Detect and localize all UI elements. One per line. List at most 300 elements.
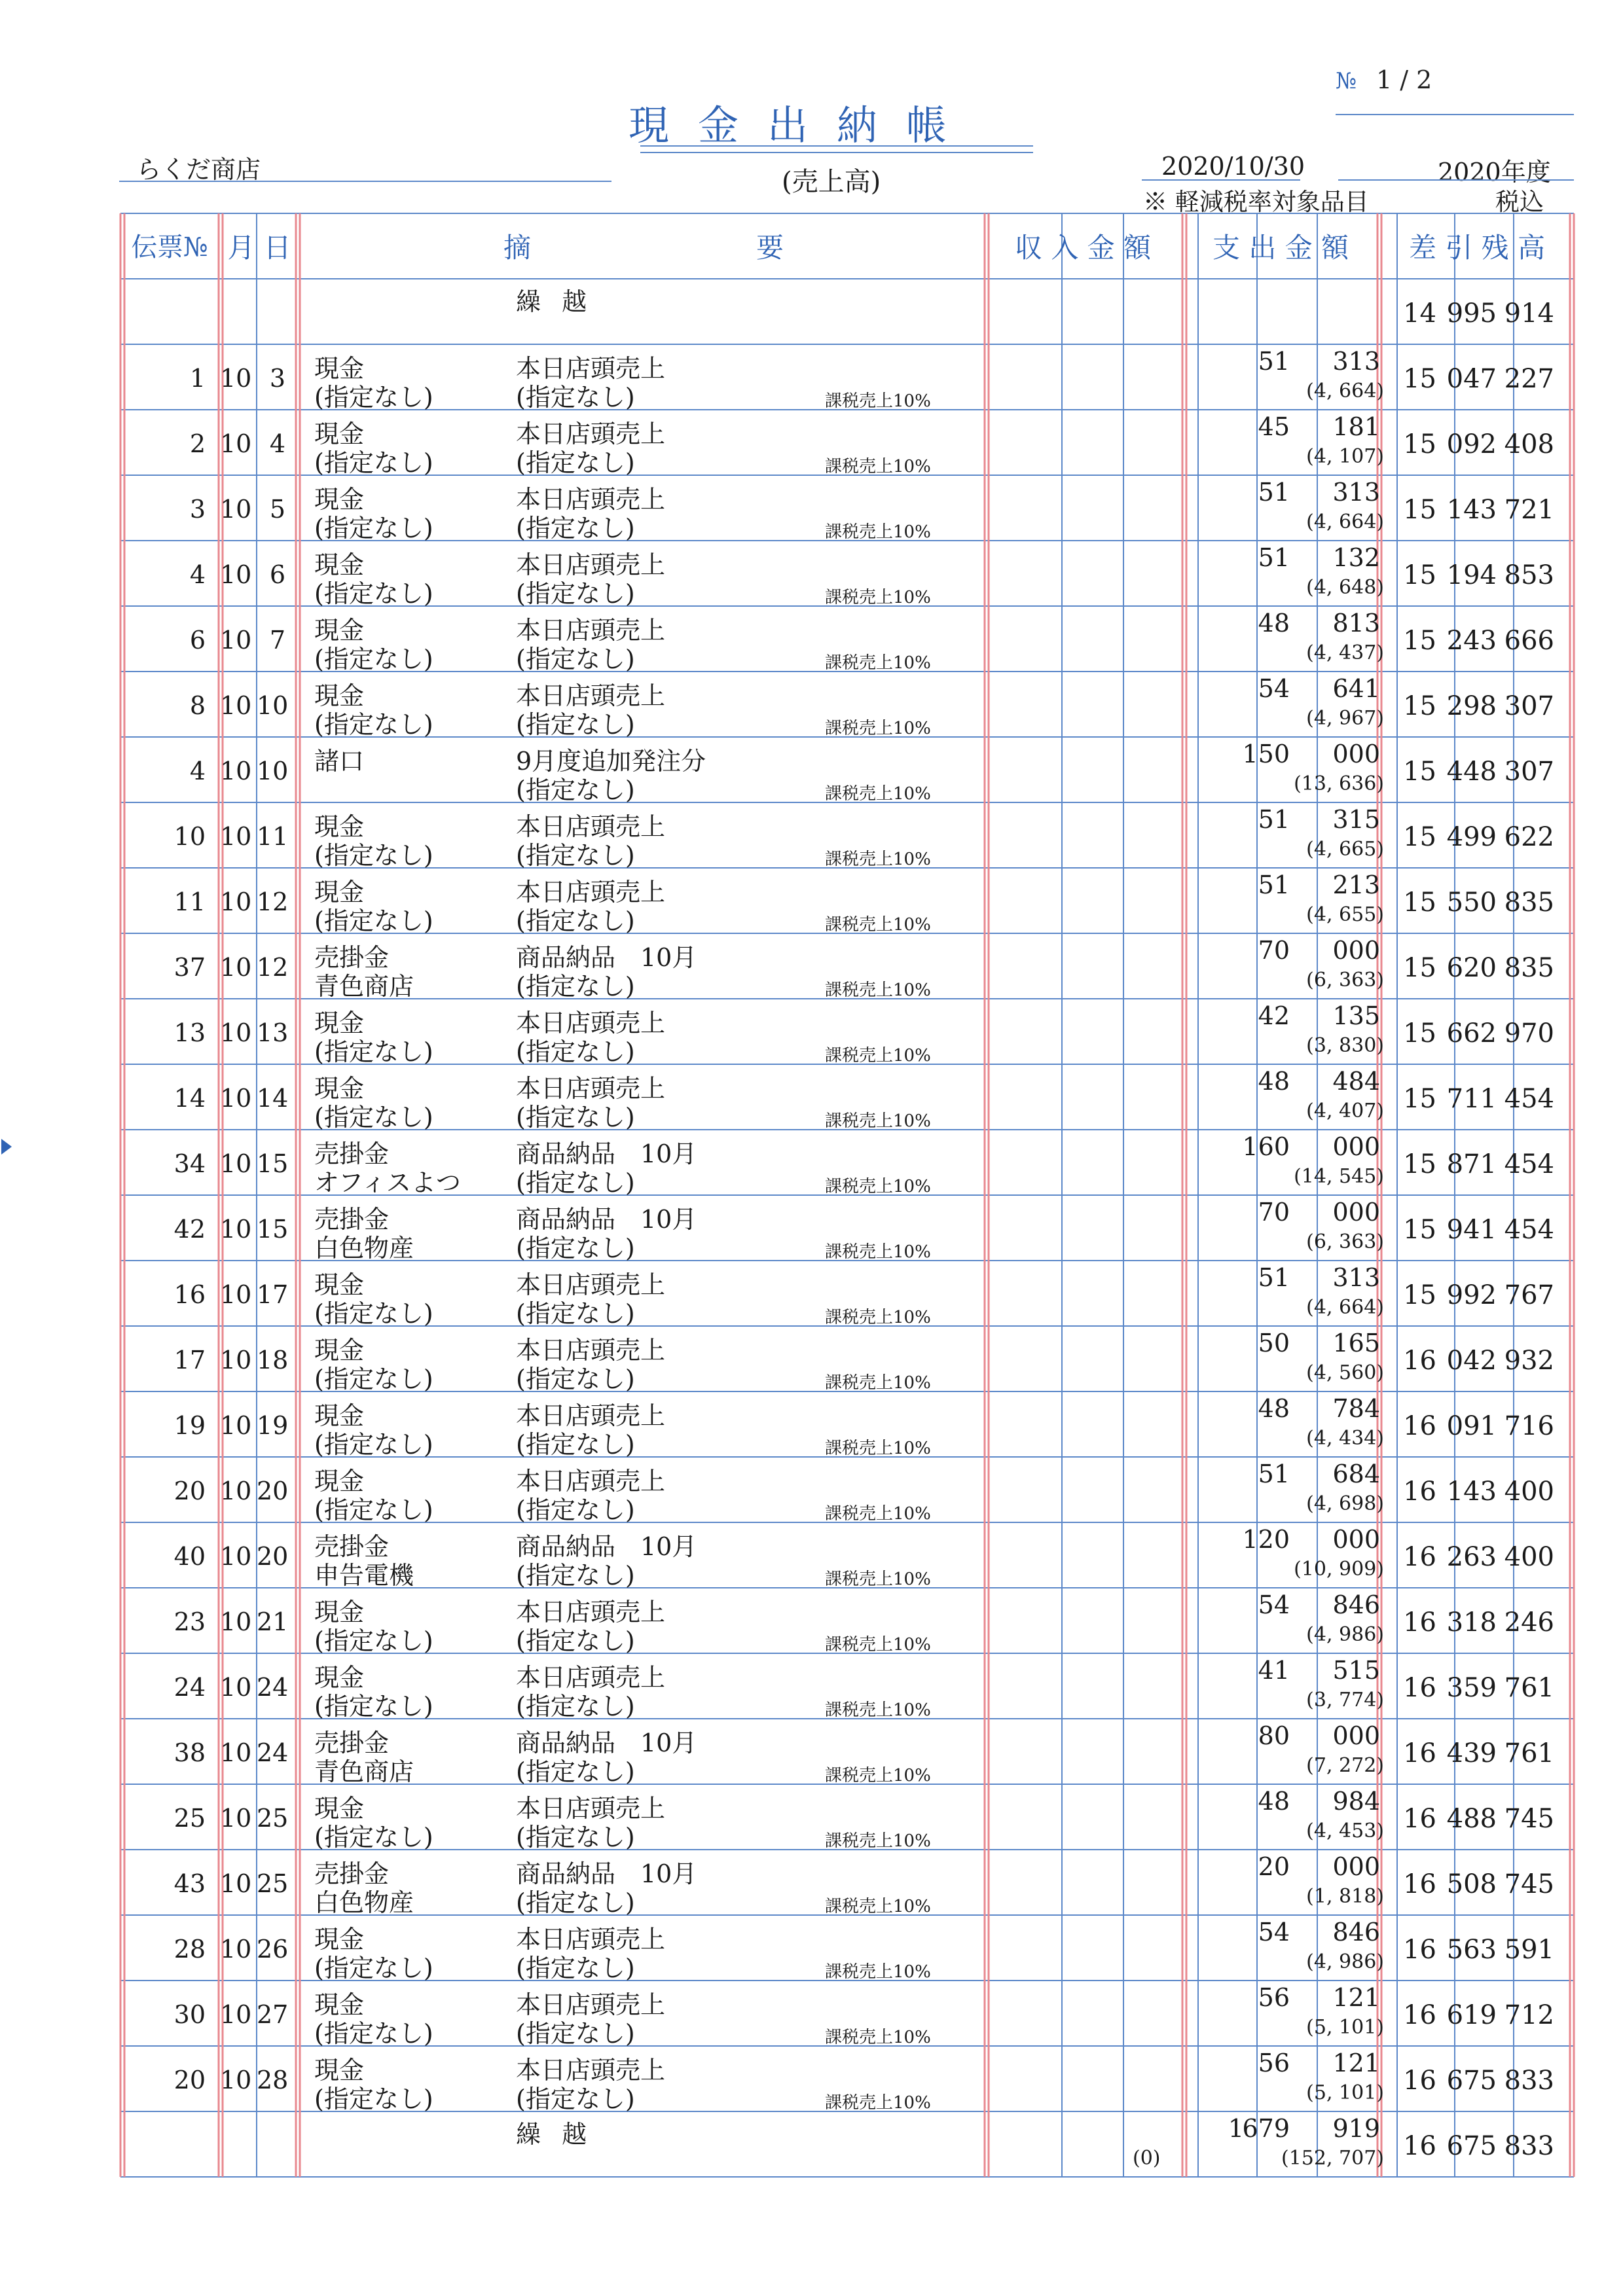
table-row (120, 802, 1574, 868)
table-row (120, 1850, 1574, 1915)
description-detail: (指定なし) (516, 1299, 635, 1328)
balance-units: 246 (1504, 1607, 1554, 1638)
balance-millions: 16 (1403, 2066, 1436, 2096)
account: 売掛金 (314, 1139, 390, 1168)
expense-units: 000 (1332, 1525, 1380, 1554)
description-detail: (指定なし) (516, 1561, 635, 1590)
day: 15 (257, 1215, 289, 1244)
account: 売掛金 (314, 1729, 390, 1757)
expense-units: 484 (1332, 1067, 1380, 1096)
expense-thousands: 120 (1242, 1525, 1290, 1554)
tax-category: 課税売上10% (825, 522, 931, 542)
consumption-tax: (10, 909) (1294, 1558, 1384, 1581)
balance-thousands: 047 (1446, 364, 1497, 394)
balance-units: 761 (1504, 1673, 1554, 1703)
account: 現金 (314, 1990, 365, 2019)
sub-account: オフィスよつ (314, 1168, 461, 1197)
description: 本日店頭売上 (516, 1074, 666, 1103)
slip-number: 20 (173, 2066, 206, 2094)
description-detail: (指定なし) (516, 1037, 635, 1066)
balance-millions: 15 (1403, 822, 1436, 852)
opening-balance-millions: 14 (1403, 298, 1436, 329)
slip-number: 1 (189, 364, 206, 393)
month: 10 (220, 1018, 252, 1047)
balance-units: 853 (1504, 560, 1554, 590)
expense-thousands: 51 (1258, 870, 1290, 899)
consumption-tax: (14, 545) (1294, 1165, 1384, 1188)
expense-units: 313 (1332, 1263, 1380, 1292)
month: 10 (220, 626, 252, 655)
consumption-tax: (5, 101) (1306, 2016, 1384, 2039)
consumption-tax: (4, 698) (1306, 1492, 1384, 1515)
description: 商品納品 10月 (516, 1859, 697, 1888)
balance-millions: 15 (1403, 888, 1436, 918)
expense-units: 121 (1332, 1983, 1380, 2012)
sub-account: (指定なし) (314, 2019, 433, 2048)
balance-thousands: 619 (1446, 2000, 1497, 2030)
expense-units: 000 (1332, 1852, 1380, 1881)
month: 10 (220, 2066, 252, 2094)
balance-millions: 15 (1403, 953, 1436, 983)
expense-thousands: 48 (1258, 1394, 1290, 1423)
tax-category: 課税売上10% (825, 980, 931, 1000)
sub-account: 青色商店 (314, 972, 414, 1001)
expense-thousands: 51 (1258, 347, 1290, 376)
tax-category: 課税売上10% (825, 2028, 931, 2047)
consumption-tax: (4, 434) (1306, 1427, 1384, 1450)
tax-category: 課税売上10% (825, 1504, 931, 1524)
consumption-tax: (4, 107) (1306, 445, 1384, 468)
table-row (120, 475, 1574, 541)
sub-account: (指定なし) (314, 1365, 433, 1393)
balance-millions: 15 (1403, 1280, 1436, 1310)
description: 本日店頭売上 (516, 550, 666, 579)
balance-millions: 16 (1403, 2000, 1436, 2030)
day: 24 (257, 1673, 289, 1702)
balance-units: 307 (1504, 691, 1554, 721)
table-row (120, 2046, 1574, 2111)
day: 24 (257, 1738, 289, 1767)
slip-number: 19 (173, 1411, 206, 1440)
balance-units: 721 (1504, 495, 1554, 525)
sub-account: (指定なし) (314, 1299, 433, 1328)
expense-thousands: 51 (1258, 1460, 1290, 1488)
description-detail: (指定なし) (516, 841, 635, 870)
consumption-tax: (13, 636) (1294, 772, 1384, 795)
description-detail: (指定なし) (516, 1692, 635, 1721)
account: 諸口 (314, 747, 365, 776)
expense-units: 132 (1332, 543, 1380, 572)
tax-category: 課税売上10% (825, 2093, 931, 2113)
expense-thousands: 70 (1258, 1198, 1290, 1227)
expense-thousands: 42 (1258, 1001, 1290, 1030)
table-row (120, 999, 1574, 1064)
expense-units: 846 (1332, 1590, 1380, 1619)
expense-units: 641 (1332, 674, 1380, 703)
sub-account: (指定なし) (314, 841, 433, 870)
consumption-tax: (4, 986) (1306, 1950, 1384, 1973)
expense-units: 121 (1332, 2049, 1380, 2077)
balance-units: 932 (1504, 1346, 1554, 1376)
balance-millions: 16 (1403, 1869, 1436, 1899)
day: 6 (269, 560, 285, 589)
tax-category: 課税売上10% (825, 1897, 931, 1916)
balance-units: 833 (1504, 2066, 1554, 2096)
day: 11 (257, 822, 289, 851)
sub-account: (指定なし) (314, 1823, 433, 1852)
expense-thousands: 51 (1258, 543, 1290, 572)
consumption-tax: (4, 655) (1306, 903, 1384, 926)
closing-expense-vat: (152, 707) (1281, 2147, 1384, 2170)
tax-category: 課税売上10% (825, 1439, 931, 1458)
tax-mode: 税込 (1495, 188, 1544, 216)
balance-units: 970 (1504, 1018, 1554, 1049)
balance-units: 454 (1504, 1084, 1554, 1114)
slip-number: 42 (173, 1215, 206, 1244)
ledger-subtitle: (売上高) (782, 167, 881, 197)
slip-number: 16 (173, 1280, 206, 1309)
balance-millions: 15 (1403, 495, 1436, 525)
opening-carry-row (120, 279, 1574, 344)
account: 現金 (314, 1794, 365, 1823)
column-header-month-day: 月 日 (227, 232, 291, 264)
account: 売掛金 (314, 1859, 390, 1888)
day: 12 (257, 888, 289, 916)
account: 売掛金 (314, 1205, 390, 1234)
description: 9月度追加発注分 (516, 747, 706, 776)
balance-units: 400 (1504, 1542, 1554, 1572)
slip-number: 23 (173, 1607, 206, 1636)
balance-millions: 15 (1403, 1149, 1436, 1179)
balance-units: 400 (1504, 1477, 1554, 1507)
description-detail: (指定なし) (516, 1823, 635, 1852)
table-row (120, 1719, 1574, 1784)
balance-millions: 15 (1403, 560, 1436, 590)
month: 10 (220, 1738, 252, 1767)
consumption-tax: (6, 363) (1306, 1230, 1384, 1253)
balance-millions: 16 (1403, 1804, 1436, 1834)
description: 本日店頭売上 (516, 1598, 666, 1626)
consumption-tax: (7, 272) (1306, 1754, 1384, 1777)
sub-account: (指定なし) (314, 2085, 433, 2113)
slip-number: 38 (173, 1738, 206, 1767)
balance-millions: 15 (1403, 1215, 1436, 1245)
sub-account: 申告電機 (314, 1561, 414, 1590)
opening-carry-label: 繰 越 (516, 287, 594, 316)
description: 商品納品 10月 (516, 943, 697, 972)
month: 10 (220, 1607, 252, 1636)
expense-thousands: 50 (1258, 1329, 1290, 1357)
table-row (120, 1457, 1574, 1522)
consumption-tax: (4, 967) (1306, 707, 1384, 730)
slip-number: 14 (173, 1084, 206, 1113)
day: 10 (257, 757, 289, 785)
table-row (120, 672, 1574, 737)
balance-thousands: 499 (1446, 822, 1497, 852)
day: 4 (269, 429, 285, 458)
tax-category: 課税売上10% (825, 1570, 931, 1589)
table-row (120, 1261, 1574, 1326)
expense-units: 181 (1332, 412, 1380, 441)
consumption-tax: (4, 437) (1306, 641, 1384, 664)
opening-balance-units: 914 (1504, 298, 1554, 329)
description-detail: (指定なし) (516, 710, 635, 739)
consumption-tax: (4, 665) (1306, 838, 1384, 861)
sub-account: (指定なし) (314, 906, 433, 935)
slip-number: 2 (189, 429, 206, 458)
sub-account: 青色商店 (314, 1757, 414, 1786)
expense-thousands: 51 (1258, 805, 1290, 834)
month: 10 (220, 1280, 252, 1309)
balance-units: 454 (1504, 1215, 1554, 1245)
table-row (120, 606, 1574, 672)
balance-millions: 15 (1403, 691, 1436, 721)
description: 本日店頭売上 (516, 485, 666, 514)
balance-units: 835 (1504, 953, 1554, 983)
slip-number: 24 (173, 1673, 206, 1702)
month: 10 (220, 1215, 252, 1244)
consumption-tax: (6, 363) (1306, 969, 1384, 992)
slip-number: 30 (173, 2000, 206, 2029)
tax-category: 課税売上10% (825, 1766, 931, 1785)
tax-category: 課税売上10% (825, 391, 931, 411)
month: 10 (220, 1477, 252, 1505)
description: 本日店頭売上 (516, 420, 666, 448)
month: 10 (220, 691, 252, 720)
month: 10 (220, 429, 252, 458)
table-row (120, 1981, 1574, 2046)
description: 本日店頭売上 (516, 1794, 666, 1823)
expense-units: 313 (1332, 347, 1380, 376)
day: 28 (257, 2066, 289, 2094)
expense-thousands: 48 (1258, 1067, 1290, 1096)
description: 本日店頭売上 (516, 616, 666, 645)
account: 現金 (314, 616, 365, 645)
balance-millions: 16 (1403, 1935, 1436, 1965)
sub-account: 白色物産 (314, 1234, 414, 1263)
balance-millions: 16 (1403, 1411, 1436, 1441)
account: 現金 (314, 2056, 365, 2085)
expense-units: 684 (1332, 1460, 1380, 1488)
column-header-balance: 差 引 残 高 (1408, 232, 1546, 264)
account: 現金 (314, 681, 365, 710)
balance-thousands: 263 (1446, 1542, 1497, 1572)
balance-units: 745 (1504, 1804, 1554, 1834)
month: 10 (220, 560, 252, 589)
tax-category: 課税売上10% (825, 1308, 931, 1327)
description: 商品納品 10月 (516, 1729, 697, 1757)
balance-millions: 16 (1403, 1477, 1436, 1507)
expense-units: 784 (1332, 1394, 1380, 1423)
closing-expense-thousands: 679 (1242, 2114, 1290, 2143)
column-header-expense: 支 出 金 額 (1212, 232, 1349, 264)
balance-millions: 15 (1403, 757, 1436, 787)
description-detail: (指定なし) (516, 776, 635, 804)
slip-number: 25 (173, 1804, 206, 1833)
balance-thousands: 092 (1446, 429, 1497, 459)
expense-thousands: 80 (1258, 1721, 1290, 1750)
balance-thousands: 143 (1446, 495, 1497, 525)
sub-account: (指定なし) (314, 1103, 433, 1132)
table-row (120, 1130, 1574, 1195)
consumption-tax: (4, 664) (1306, 380, 1384, 403)
description-detail: (指定なし) (516, 2085, 635, 2113)
closing-balance-millions: 16 (1403, 2131, 1436, 2161)
expense-thousands: 160 (1242, 1132, 1290, 1161)
expense-thousands: 41 (1258, 1656, 1290, 1685)
table-row (120, 541, 1574, 606)
balance-units: 835 (1504, 888, 1554, 918)
balance-millions: 16 (1403, 1738, 1436, 1768)
expense-thousands: 45 (1258, 412, 1290, 441)
description: 商品納品 10月 (516, 1205, 697, 1234)
consumption-tax: (5, 101) (1306, 2081, 1384, 2104)
reduced-tax-note: ※ 軽減税率対象品目 (1143, 188, 1369, 216)
month: 10 (220, 1673, 252, 1702)
balance-millions: 15 (1403, 364, 1436, 394)
tax-category: 課税売上10% (825, 653, 931, 673)
description: 商品納品 10月 (516, 1139, 697, 1168)
slip-number: 20 (173, 1477, 206, 1505)
day: 12 (257, 953, 289, 982)
sub-account: (指定なし) (314, 710, 433, 739)
expense-units: 213 (1332, 870, 1380, 899)
sub-account: (指定なし) (314, 514, 433, 543)
balance-thousands: 711 (1446, 1084, 1497, 1114)
account: 現金 (314, 485, 365, 514)
sub-account: (指定なし) (314, 1430, 433, 1459)
description: 本日店頭売上 (516, 1009, 666, 1037)
slip-number: 3 (189, 495, 206, 524)
description: 本日店頭売上 (516, 1663, 666, 1692)
balance-units: 408 (1504, 429, 1554, 459)
description-detail: (指定なし) (516, 579, 635, 608)
expense-thousands: 150 (1242, 740, 1290, 768)
balance-units: 227 (1504, 364, 1554, 394)
month: 10 (220, 888, 252, 916)
table-row (120, 1784, 1574, 1850)
expense-units: 984 (1332, 1787, 1380, 1816)
tax-category: 課税売上10% (825, 1111, 931, 1131)
tax-category: 課税売上10% (825, 784, 931, 804)
day: 20 (257, 1477, 289, 1505)
balance-millions: 15 (1403, 626, 1436, 656)
balance-units: 716 (1504, 1411, 1554, 1441)
page-number-label: № (1336, 68, 1357, 94)
table-row (120, 1326, 1574, 1391)
description: 商品納品 10月 (516, 1532, 697, 1561)
table-row (120, 933, 1574, 999)
tax-category: 課税売上10% (825, 850, 931, 869)
slip-number: 6 (189, 626, 206, 655)
balance-units: 761 (1504, 1738, 1554, 1768)
balance-units: 307 (1504, 757, 1554, 787)
description-detail: (指定なし) (516, 1168, 635, 1197)
tax-category: 課税売上10% (825, 588, 931, 607)
description-detail: (指定なし) (516, 1954, 635, 1982)
day: 27 (257, 2000, 289, 2029)
consumption-tax: (4, 453) (1306, 1820, 1384, 1842)
slip-number: 40 (173, 1542, 206, 1571)
balance-thousands: 359 (1446, 1673, 1497, 1703)
balance-units: 767 (1504, 1280, 1554, 1310)
tax-category: 課税売上10% (825, 719, 931, 738)
balance-millions: 16 (1403, 1346, 1436, 1376)
tax-category: 課税売上10% (825, 1242, 931, 1262)
expense-thousands: 56 (1258, 1983, 1290, 2012)
day: 10 (257, 691, 289, 720)
description: 本日店頭売上 (516, 1990, 666, 2019)
day: 14 (257, 1084, 289, 1113)
balance-thousands: 243 (1446, 626, 1497, 656)
description-detail: (指定なし) (516, 514, 635, 543)
table-row (120, 410, 1574, 475)
day: 3 (269, 364, 285, 393)
page-title: 現金出納帳 (629, 101, 976, 149)
closing-income-vat: (0) (1133, 2147, 1161, 2170)
slip-number: 17 (173, 1346, 206, 1374)
day: 21 (257, 1607, 289, 1636)
table-row (120, 868, 1574, 933)
account: 現金 (314, 1925, 365, 1954)
expense-units: 515 (1332, 1656, 1380, 1685)
account: 現金 (314, 420, 365, 448)
slip-number: 37 (173, 953, 206, 982)
balance-thousands: 620 (1446, 953, 1497, 983)
table-row (120, 1915, 1574, 1981)
description-detail: (指定なし) (516, 1496, 635, 1524)
table-row (120, 344, 1574, 410)
balance-thousands: 992 (1446, 1280, 1497, 1310)
description: 本日店頭売上 (516, 1270, 666, 1299)
balance-millions: 15 (1403, 429, 1436, 459)
slip-number: 8 (189, 691, 206, 720)
tax-category: 課税売上10% (825, 1962, 931, 1982)
column-header-summary-b: 要 (756, 232, 784, 264)
expense-units: 135 (1332, 1001, 1380, 1030)
fiscal-year: 2020年度 (1438, 158, 1551, 187)
table-row (120, 737, 1574, 802)
table-row (120, 1064, 1574, 1130)
month: 10 (220, 757, 252, 785)
consumption-tax: (4, 664) (1306, 511, 1384, 533)
description: 本日店頭売上 (516, 2056, 666, 2085)
slip-number: 4 (189, 560, 206, 589)
consumption-tax: (4, 407) (1306, 1100, 1384, 1122)
description-detail: (指定なし) (516, 1626, 635, 1655)
description: 本日店頭売上 (516, 354, 666, 383)
balance-millions: 16 (1403, 1542, 1436, 1572)
balance-millions: 15 (1403, 1084, 1436, 1114)
expense-thousands: 54 (1258, 1918, 1290, 1946)
balance-thousands: 550 (1446, 888, 1497, 918)
balance-thousands: 318 (1446, 1607, 1497, 1638)
account: 売掛金 (314, 943, 390, 972)
balance-thousands: 194 (1446, 560, 1497, 590)
closing-balance-units: 833 (1504, 2131, 1554, 2161)
day: 13 (257, 1018, 289, 1047)
expense-units: 000 (1332, 1721, 1380, 1750)
table-row (120, 1653, 1574, 1719)
page-number: 1 / 2 (1376, 65, 1432, 94)
sub-account: (指定なし) (314, 448, 433, 477)
table-row (120, 1522, 1574, 1588)
account: 現金 (314, 1598, 365, 1626)
expense-units: 000 (1332, 1198, 1380, 1227)
expense-units: 313 (1332, 478, 1380, 507)
sub-account: (指定なし) (314, 579, 433, 608)
expense-thousands: 56 (1258, 2049, 1290, 2077)
